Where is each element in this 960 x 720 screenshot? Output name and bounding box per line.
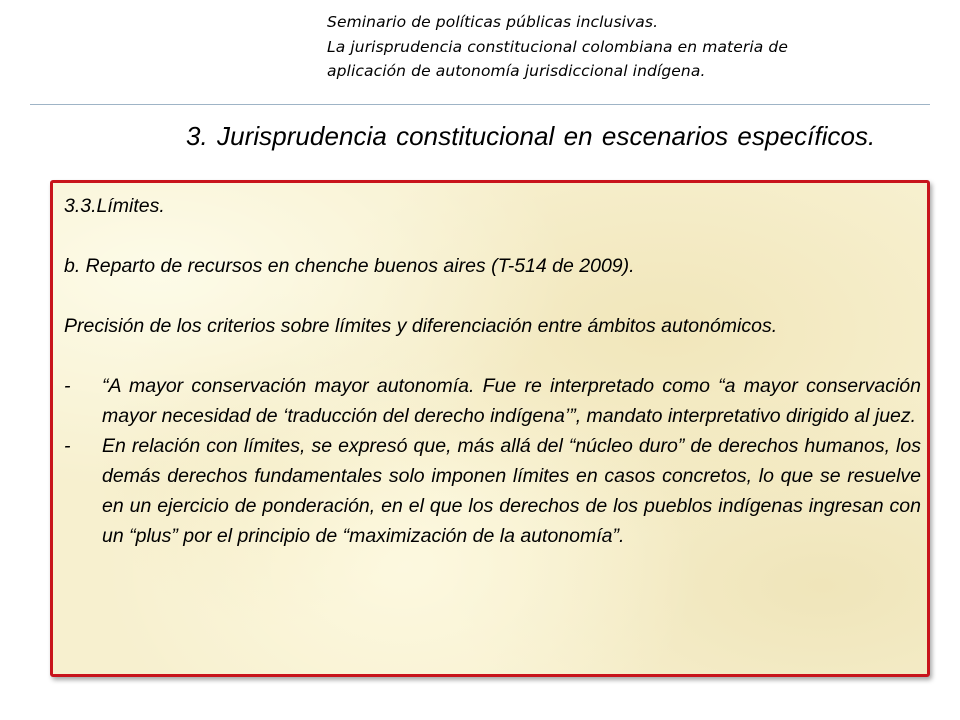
bullet-item [64, 371, 921, 431]
bullet-text: En relación con límites, se expresó que, más allá del “núcleo duro” de derechos humanos, los demás derechos fundamentales solo imponen límites en casos concretos, lo que se resuelve en un ejercicio de ponderación, en el que los derechos de los pueblos indígenas ingresan con un “plus” por el principio de “maximización de la autonomía”. [102, 435, 921, 547]
bullet-item [64, 431, 921, 551]
section-title: 3. Jurisprudencia constitucional en escenarios específicos. [186, 121, 876, 151]
subsection-heading: 3.3.Límites. [64, 195, 165, 217]
header-line-2: La jurisprudencia constitucional colombiana en materia de [327, 37, 788, 56]
header-line-1: Seminario de políticas públicas inclusivas. [327, 13, 659, 31]
bullet-marker: - [64, 435, 71, 457]
seminar-header [327, 10, 947, 84]
header-divider [30, 104, 930, 105]
header-line-3: aplicación de autonomía jurisdiccional indígena. [327, 62, 706, 80]
bullet-marker: - [64, 375, 71, 397]
case-heading: b. Reparto de recursos en chenche buenos aires (T-514 de 2009). [64, 255, 635, 277]
content-body [64, 191, 921, 551]
intro-paragraph: Precisión de los criterios sobre límites y diferenciación entre ámbitos autonómicos. [64, 315, 778, 337]
content-box [50, 180, 930, 677]
bullet-text: “A mayor conservación mayor autonomía. Fue re interpretado como “a mayor conservación mayor necesidad de ‘traducción del derecho indígena’”, mandato interpretativo dirigido al juez. [102, 375, 921, 427]
